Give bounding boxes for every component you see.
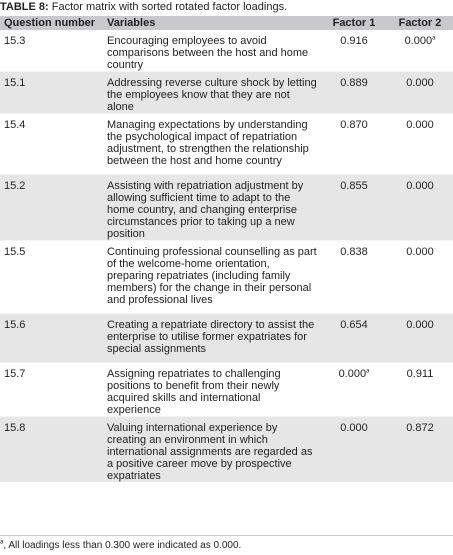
question-number: 15.6 [0,314,103,363]
caption-text: Factor matrix with sorted rotated factor loadings. [48,1,288,13]
question-number: 15.7 [0,363,103,417]
footnote-marker: a [432,35,436,42]
table-footnote [0,540,453,552]
factor-matrix-table [0,16,453,482]
factor-2-loading: 0.000 [387,314,453,363]
header-variables: Variables [107,17,156,29]
table-row [0,314,453,363]
table-header-row [0,16,453,30]
variable-description: Assisting with repatriation adjustment by allowing sufficient time to adapt to the home country, and changing enterprise circumstances prior to taking up a new position [103,175,321,241]
question-number: 15.8 [4,422,26,434]
question-number: 15.2 [0,175,103,241]
factor-2-loading: 0.000 [387,175,453,241]
header-question-number: Question number [4,17,96,29]
factor-2-loading: 0.000 [387,241,453,314]
table-row [0,363,453,417]
factor-1-loading: 0.000 [340,422,368,434]
variable-description: Assigning repatriates to challenging positions to benefit from their newly acquired skills and international experience [103,363,321,417]
table-row [0,30,453,72]
footnote-marker: a [0,539,4,546]
variable-description: Encouraging employees to avoid comparisons between the host and home country [103,30,321,72]
factor-1-loading: 0.870 [321,114,387,175]
factor-1-loading: 0.855 [321,175,387,241]
question-number: 15.4 [0,114,103,175]
table-row [0,417,453,483]
table-row [0,114,453,175]
footnote-text: , All loadings less than 0.300 were indicated as 0.000. [3,540,242,551]
factor-1-loading: 0.916 [321,30,387,72]
factor-1-loading: 0.000$^a$ [321,363,387,417]
variable-description: Continuing professional counselling as part of the welcome-home orientation, preparing repatriates (including family members) for the change in their personal and professional lives [103,241,321,314]
factor-2-loading: 0.000 [387,114,453,175]
header-factor-2: Factor 2 [398,17,442,29]
variable-description: Addressing reverse culture shock by letting the employees know that they are not alone [103,72,321,114]
factor-2-loading: 0.872 [406,422,434,434]
header-factor-1: Factor 1 [332,17,376,29]
factor-1-loading: 0.654 [321,314,387,363]
caption-label: TABLE 8: [0,1,49,13]
variable-description: Managing expectations by understanding the psychological impact of repatriation adjustment, to strengthen the relationship between the host and home country [103,114,321,175]
table-row [0,241,453,314]
table-row [0,175,453,241]
variable-description: Creating a repatriate directory to assist the enterprise to utilise former expatriates for special assignments [103,314,321,363]
table-bottom-rule [0,535,453,536]
table-caption [0,0,453,14]
footnote-marker: a [366,368,370,375]
variable-description: Valuing international experience by creating an environment in which international assignments are regarded as a positive career move by prospective expatriates [107,422,313,482]
factor-1-loading: 0.838 [321,241,387,314]
table-row [0,72,453,114]
factor-2-loading: 0.911 [387,363,453,417]
factor-1-loading: 0.889 [321,72,387,114]
question-number: 15.3 [0,30,103,72]
question-number: 15.1 [0,72,103,114]
factor-2-loading: 0.000$^a$ [387,30,453,72]
question-number: 15.5 [0,241,103,314]
factor-2-loading: 0.000 [387,72,453,114]
